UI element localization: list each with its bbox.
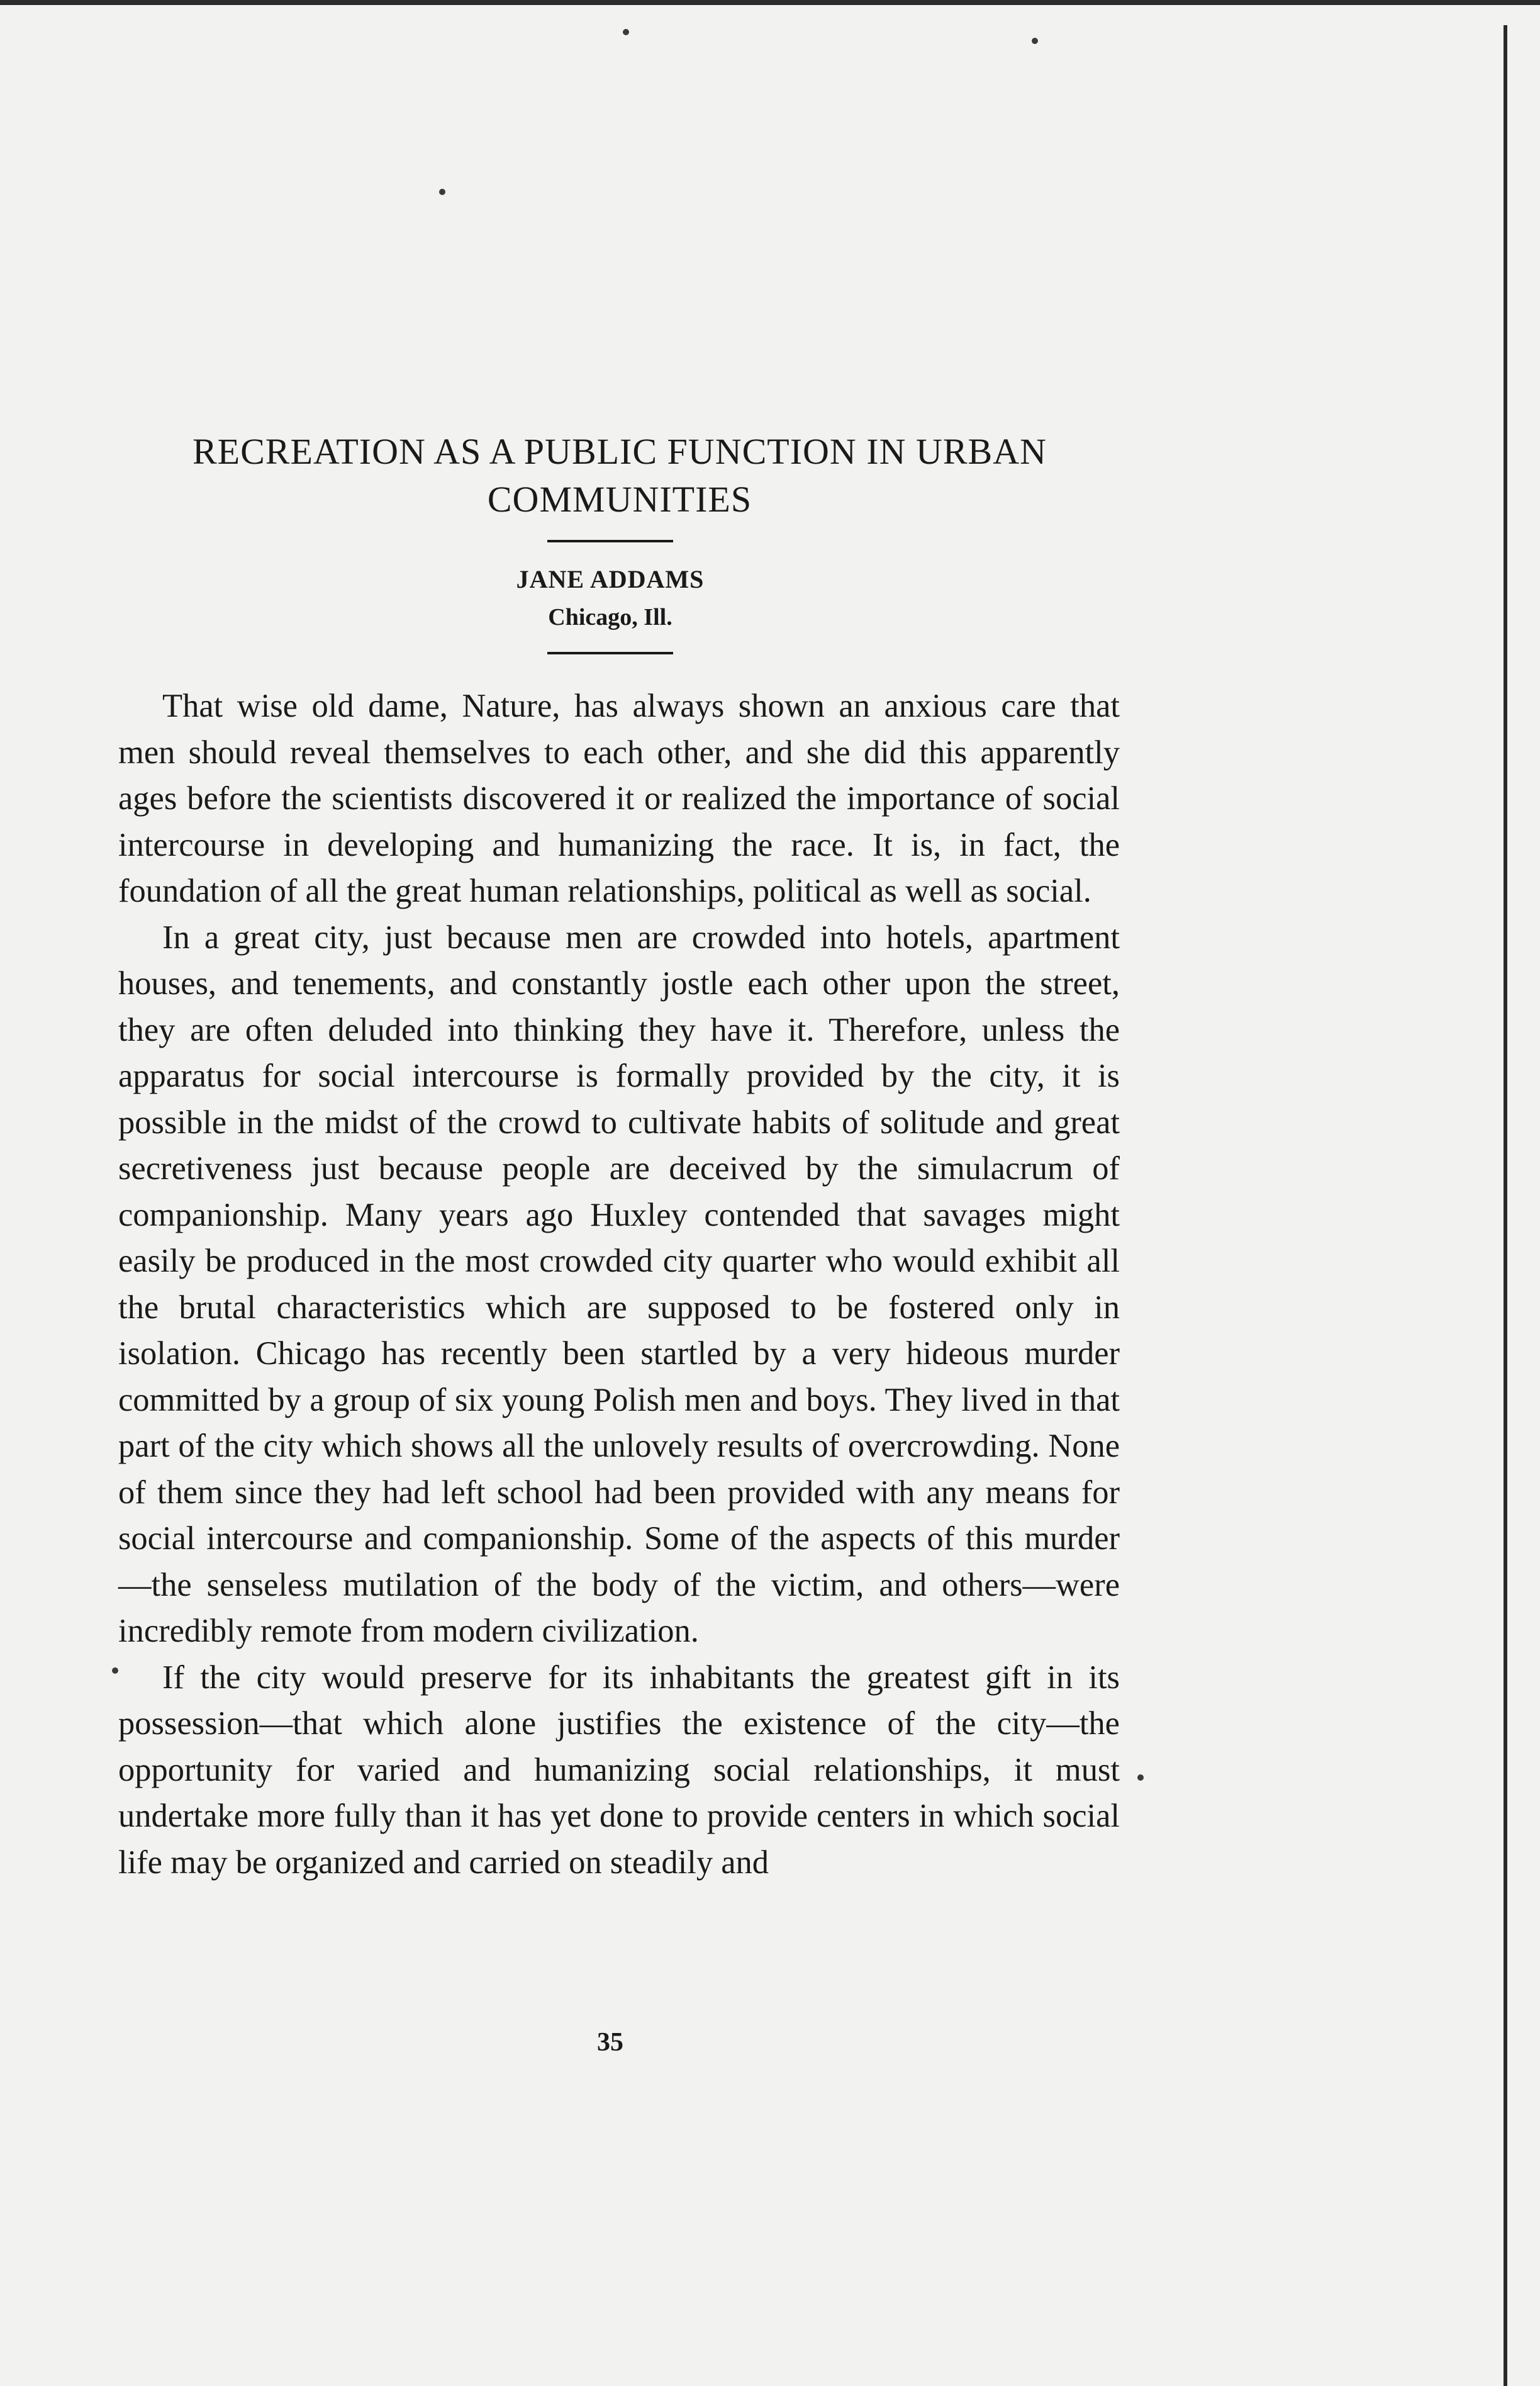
scan-speck [623,29,629,35]
author-affiliation: Chicago, Ill. [548,604,672,630]
page-number: 35 [597,2028,623,2057]
scan-speck [439,189,445,195]
title-divider [547,540,673,542]
paragraph: That wise old dame, Nature, has always shown an anxious care that men should reveal themselves to each other, and she did this apparently ages before the scientists discovered it or realized the importance of social intercourse in developing and humanizing the race. It is, in fact, the foundation of all the great human relationships, political as well as social. [118,688,1120,909]
scan-speck [112,1667,118,1674]
paragraph: If the city would preserve for its inhabitants the greatest gift in its possession—that which alone justifies the existence of the city—the opportunity for varied and humanizing social relationships, it must undertake more fully than it has yet done to provide centers in which social life may be organized and carried on steadily and [118,1659,1120,1881]
article-body [118,683,1120,1886]
scan-speck [1032,38,1038,44]
author-name: JANE ADDAMS [516,565,705,593]
article-title: RECREATION AS A PUBLIC FUNCTION IN URBAN COMMUNITIES [192,431,1047,520]
author-divider [547,652,673,654]
scan-top-edge [0,0,1540,5]
scan-right-edge [1504,25,1507,2386]
scan-speck [1137,1774,1144,1781]
paragraph: In a great city, just because men are crowded into hotels, apartment houses, and tenements, and constantly jostle each other upon the street, they are often deluded into thinking they have it. Therefore, unless the apparatus for social intercourse is formally provided by the city, it is possible in the midst of the crowd to cultivate habits of solitude and great secretiveness just because people are deceived by the simulacrum of companionship. Many years ago Huxley contended that savages might easily be produced in the most crowded city quarter who would exhibit all the brutal characteristics which are supposed to be fostered only in isolation. Chicago has recently been startled by a very hideous murder committed by a group of six young Polish men and boys. They lived in that part of the city which shows all the unlovely results of overcrowding. None of them since they had left school had been provided with any means for social intercourse and companionship. Some of the aspects of this murder—the senseless mutilation of the body of the victim, and others—were incredibly remote from modern civilization. [118,919,1120,1649]
